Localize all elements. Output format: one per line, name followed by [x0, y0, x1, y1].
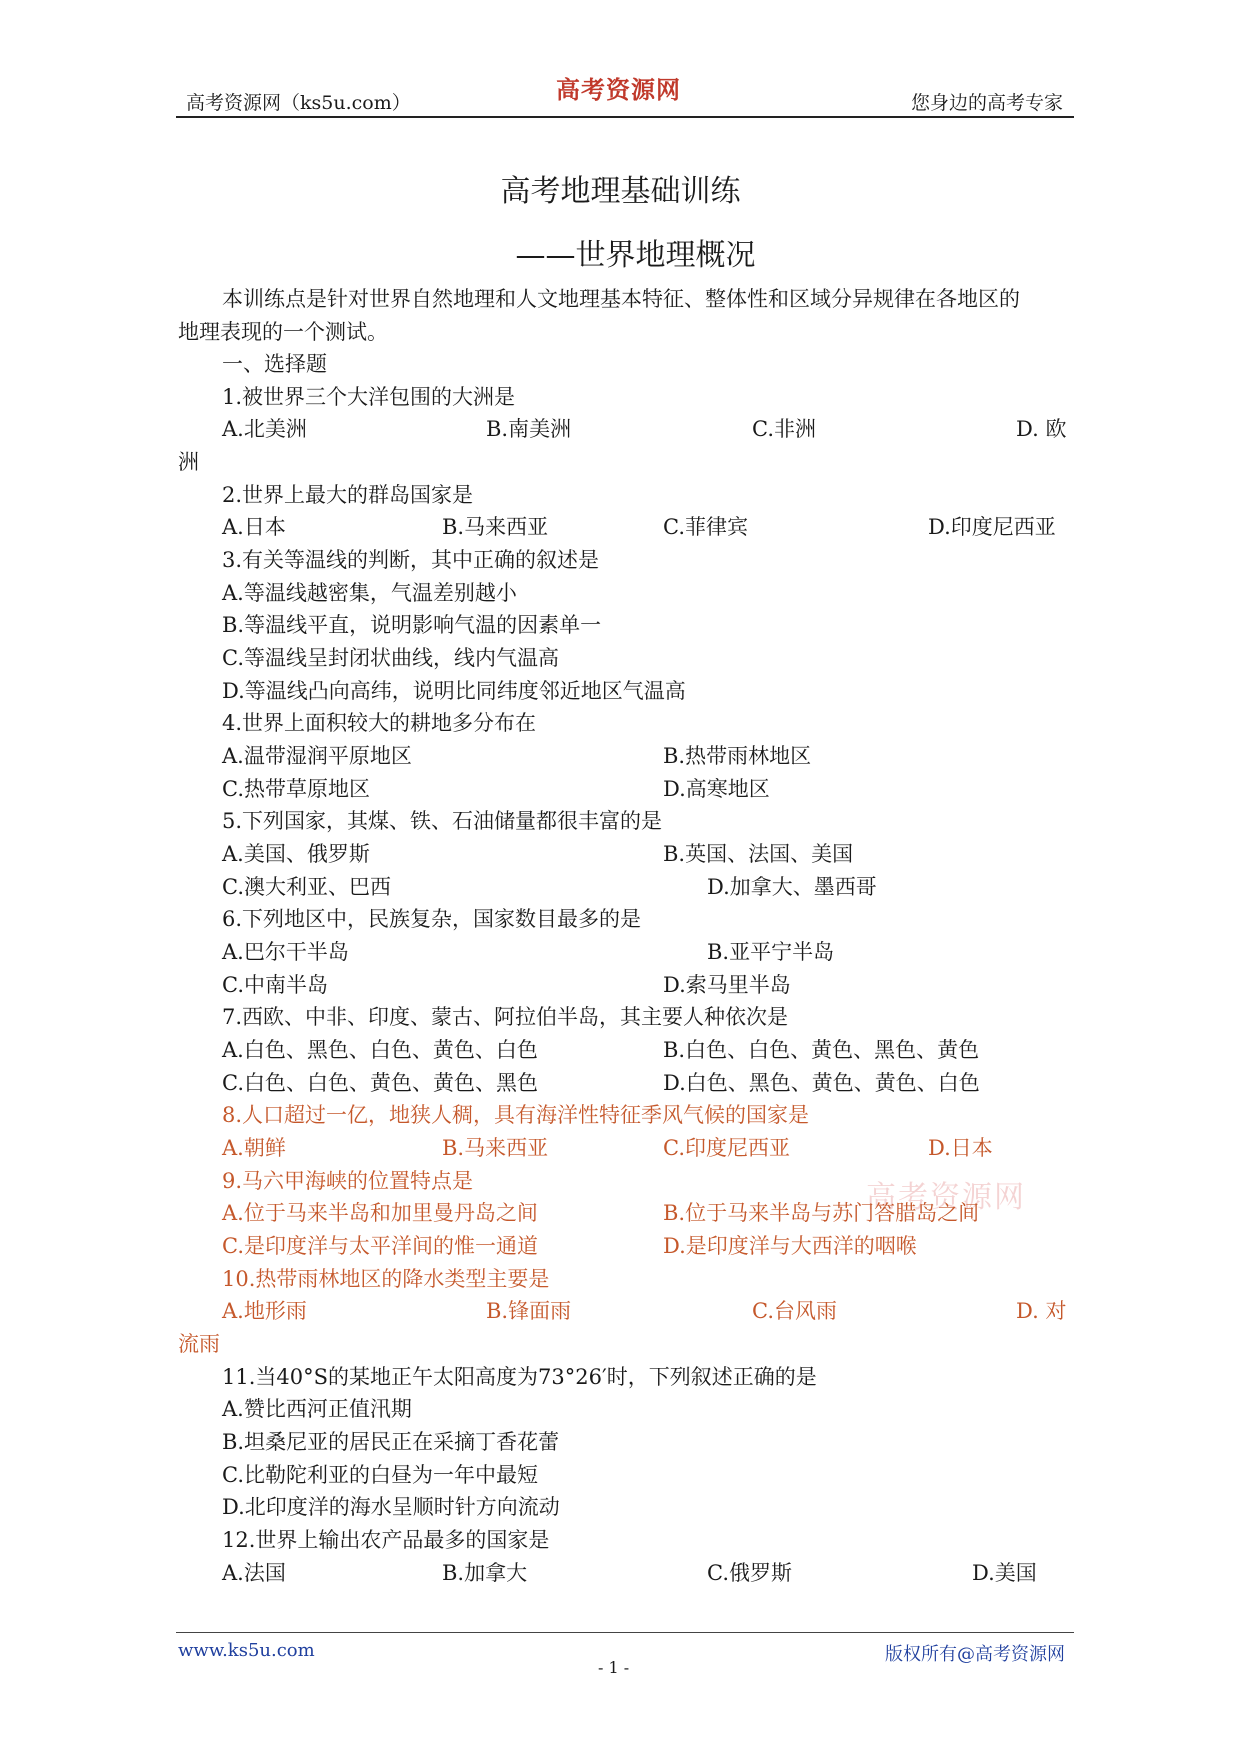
question-12-option-b: B.加拿大 [442, 1561, 528, 1585]
page-subtitle: ——世界地理概况 [515, 238, 756, 273]
question-2-stem: 2.世界上最大的群岛国家是 [222, 483, 474, 507]
question-11-option-c: C.比勒陀利亚的白昼为一年中最短 [222, 1463, 538, 1487]
question-12-option-a: A.法国 [222, 1561, 286, 1585]
question-11-option-b: B.坦桑尼亚的居民正在采摘丁香花蕾 [222, 1430, 560, 1454]
question-9-stem: 9.马六甲海峡的位置特点是 [222, 1169, 474, 1193]
question-9-option-a: A.位于马来半岛和加里曼丹岛之间 [222, 1201, 538, 1225]
question-8-option-d: D.日本 [928, 1136, 993, 1160]
question-1-option-d-wrap: 洲 [178, 450, 199, 474]
question-12-option-d: D.美国 [972, 1561, 1037, 1585]
question-1-option-c: C.非洲 [752, 417, 816, 441]
question-9-option-d: D.是印度洋与大西洋的咽喉 [663, 1234, 917, 1258]
page-title: 高考地理基础训练 [500, 174, 741, 209]
question-4-option-b: B.热带雨林地区 [663, 744, 812, 768]
question-2-option-b: B.马来西亚 [442, 515, 549, 539]
watermark: 高考资源网 [866, 1180, 1026, 1215]
question-5-option-d: D.加拿大、墨西哥 [707, 875, 877, 899]
question-9-option-c: C.是印度洋与太平洋间的惟一通道 [222, 1234, 538, 1258]
question-4-option-d: D.高寒地区 [663, 777, 770, 801]
footer-site-link[interactable]: www.ks5u.com [178, 1640, 315, 1661]
question-7-option-a: A.白色、黑色、白色、黄色、白色 [222, 1038, 538, 1062]
header-site-name: 高考资源网（ks5u.com） [186, 92, 411, 114]
question-10-option-d: D. 对 [1016, 1299, 1067, 1323]
question-6-option-d: D.索马里半岛 [663, 973, 791, 997]
question-8-stem: 8.人口超过一亿，地狭人稠，具有海洋性特征季风气候的国家是 [222, 1103, 810, 1127]
question-7-option-c: C.白色、白色、黄色、黄色、黑色 [222, 1071, 538, 1095]
question-6-stem: 6.下列地区中，民族复杂，国家数目最多的是 [222, 907, 642, 931]
header-slogan: 您身边的高考专家 [910, 92, 1063, 114]
question-3-option-d: D.等温线凸向高纬，说明比同纬度邻近地区气温高 [222, 679, 686, 703]
question-12-option-c: C.俄罗斯 [707, 1561, 792, 1585]
question-6-option-c: C.中南半岛 [222, 973, 328, 997]
question-7-stem: 7.西欧、中非、印度、蒙古、阿拉伯半岛，其主要人种依次是 [222, 1005, 789, 1029]
question-7-option-d: D.白色、黑色、黄色、黄色、白色 [663, 1071, 980, 1095]
question-6-option-a: A.巴尔干半岛 [222, 940, 349, 964]
question-10-stem: 10.热带雨林地区的降水类型主要是 [222, 1267, 550, 1291]
question-1-option-a: A.北美洲 [222, 417, 307, 441]
question-3-option-b: B.等温线平直，说明影响气温的因素单一 [222, 613, 602, 637]
question-11-option-d: D.北印度洋的海水呈顺时针方向流动 [222, 1495, 560, 1519]
question-3-option-a: A.等温线越密集，气温差别越小 [222, 581, 517, 605]
site-logo: 高考资源网 [556, 75, 681, 104]
question-2-option-c: C.菲律宾 [663, 515, 748, 539]
question-5-option-a: A.美国、俄罗斯 [222, 842, 370, 866]
question-9-option-b: B.位于马来半岛与苏门答腊岛之间 [663, 1201, 980, 1225]
question-4-option-a: A.温带湿润平原地区 [222, 744, 412, 768]
question-5-option-c: C.澳大利亚、巴西 [222, 875, 391, 899]
question-8-option-c: C.印度尼西亚 [663, 1136, 790, 1160]
question-4-stem: 4.世界上面积较大的耕地多分布在 [222, 711, 537, 735]
question-3-stem: 3.有关等温线的判断，其中正确的叙述是 [222, 548, 600, 572]
question-6-option-b: B.亚平宁半岛 [707, 940, 835, 964]
intro-line-1: 本训练点是针对世界自然地理和人文地理基本特征、整体性和区域分异规律在各地区的 [222, 287, 1020, 311]
question-12-stem: 12.世界上输出农产品最多的国家是 [222, 1528, 550, 1552]
header-rule [176, 116, 1074, 118]
question-5-option-b: B.英国、法国、美国 [663, 842, 854, 866]
question-10-option-a: A.地形雨 [222, 1299, 307, 1323]
footer-rule [176, 1632, 1074, 1633]
page-number: - 1 - [598, 1658, 630, 1677]
question-10-option-c: C.台风雨 [752, 1299, 837, 1323]
question-8-option-b: B.马来西亚 [442, 1136, 549, 1160]
footer-copyright: 版权所有@高考资源网 [885, 1644, 1065, 1665]
question-10-option-b: B.锋面雨 [486, 1299, 572, 1323]
question-1-stem: 1.被世界三个大洋包围的大洲是 [222, 385, 516, 409]
question-5-stem: 5.下列国家，其煤、铁、石油储量都很丰富的是 [222, 809, 663, 833]
question-1-option-b: B.南美洲 [486, 417, 572, 441]
question-11-option-a: A.赞比西河正值汛期 [222, 1397, 412, 1421]
question-3-option-c: C.等温线呈封闭状曲线，线内气温高 [222, 646, 559, 670]
question-4-option-c: C.热带草原地区 [222, 777, 370, 801]
question-7-option-b: B.白色、白色、黄色、黑色、黄色 [663, 1038, 980, 1062]
question-1-option-d: D. 欧 [1016, 417, 1067, 441]
question-2-option-d: D.印度尼西亚 [928, 515, 1056, 539]
question-10-option-d-wrap: 流雨 [178, 1332, 220, 1356]
intro-line-2: 地理表现的一个测试。 [178, 320, 388, 344]
section-heading: 一、选择题 [222, 352, 327, 376]
question-8-option-a: A.朝鲜 [222, 1136, 286, 1160]
question-11-stem: 11.当40°S的某地正午太阳高度为73°26′时，下列叙述正确的是 [222, 1365, 817, 1389]
question-2-option-a: A.日本 [222, 515, 286, 539]
